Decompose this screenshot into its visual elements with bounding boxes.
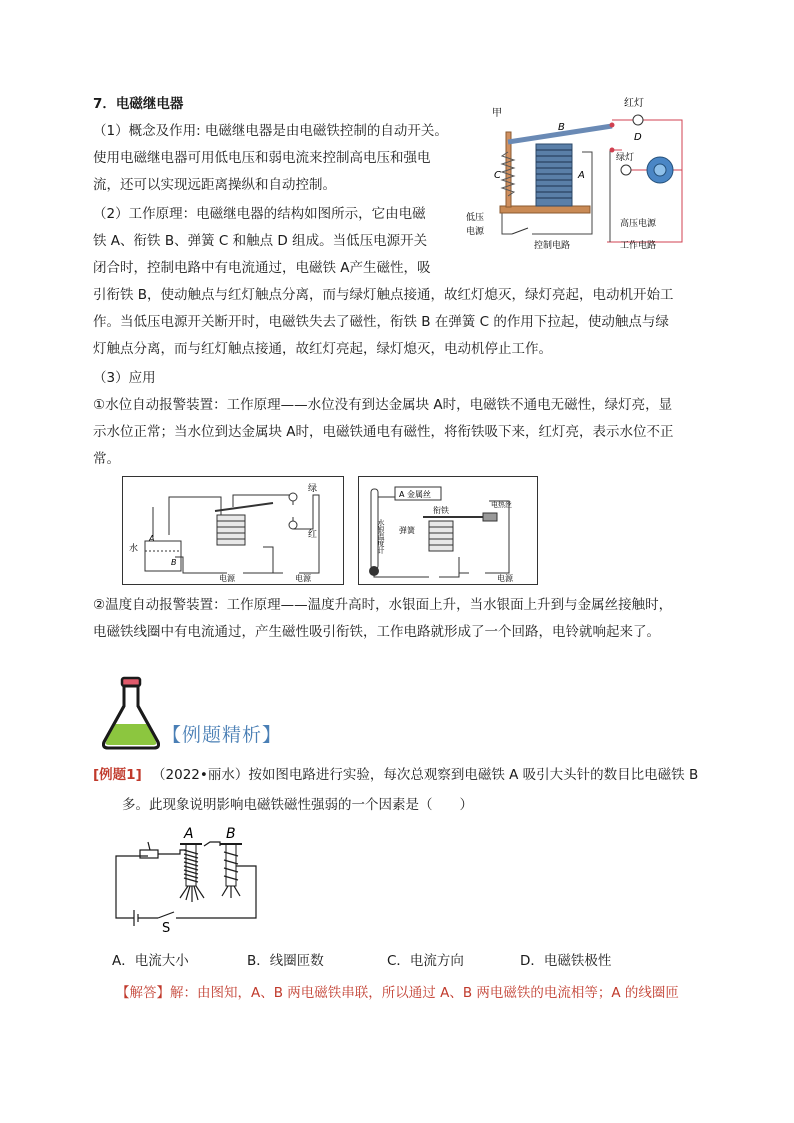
text-line: 使用电磁继电器可用低电压和弱电流来控制高电压和强电: [93, 150, 431, 166]
electromagnet-core: [536, 144, 572, 206]
text-line: 铁 A、衔铁 B、弹簧 C 和触点 D 组成。当低压电源开关: [93, 233, 428, 249]
label-high-source: 高压电源: [620, 219, 657, 229]
label-a: A: [578, 170, 585, 181]
label-switch-s: S: [162, 921, 171, 934]
text-line: 示水位正常；当水位到达金属块 A时，电磁铁通电有磁性，将衔铁吸下来，红灯亮，表示水位不正: [93, 424, 674, 440]
label-low-source-1: 低压: [466, 213, 485, 223]
example-line-2: 多。此现象说明影响电磁铁磁性强弱的一个因素是（ ）: [122, 797, 473, 813]
option-c[interactable]: C．电流方向: [387, 953, 464, 969]
relay-diagram: [462, 92, 694, 254]
label-b: B: [558, 122, 565, 133]
text-line: 引衔铁 B，使动触点与红灯触点分离，而与绿灯触点接通，故红灯熄灭，绿灯亮起，电动机开始工: [93, 287, 674, 303]
text-line: 常。: [93, 451, 120, 467]
label-low-source-2: 电源: [466, 227, 485, 237]
answer-text: 解：由图知，A、B 两电磁铁串联，所以通过 A、B 两电磁铁的电流相等；A 的线圈匝: [170, 985, 679, 1001]
green-lamp-icon: [621, 165, 631, 175]
label-green-lamp: 绿灯: [616, 153, 635, 163]
text-line: 闭合时，控制电路中有电流通过，电磁铁 A产生磁性，吸: [93, 260, 431, 276]
text-line: ①水位自动报警装置：工作原理——水位没有到达金属块 A时，电磁铁不通电无磁性，绿灯亮，显: [93, 397, 673, 413]
label-c: C: [494, 170, 501, 181]
text-line: ②温度自动报警装置：工作原理——温度升高时，水银面上升，当水银面上升到与金属丝接触时，: [93, 597, 673, 613]
example-line-1: [93, 762, 698, 789]
low-voltage-switch: [512, 228, 528, 234]
contact-d: [610, 123, 615, 128]
section-title: 7．电磁继电器: [93, 96, 184, 112]
label-metal-wire: A 金属丝: [399, 490, 432, 499]
label-nail-a: A: [184, 826, 194, 842]
answer-line: [116, 980, 679, 1007]
flask-icon: [100, 676, 162, 752]
label-source: 电源: [497, 574, 513, 583]
paragraph-concept: [93, 118, 448, 199]
label-work-circuit: 工作电路: [620, 241, 657, 251]
example-circuit-diagram: [108, 826, 268, 934]
label-d: D: [634, 132, 642, 143]
label-red-lamp: 红灯: [624, 98, 644, 109]
relay-base: [500, 206, 590, 213]
label-b: B: [171, 558, 177, 567]
example-question: （2022•丽水）按如图电路进行实验，每次总观察到电磁铁 A 吸引大头针的数目比电磁铁 B: [152, 767, 699, 783]
label-nail-b: B: [226, 826, 236, 842]
label-source-2: 电源: [295, 574, 311, 583]
example-label: [例题1]: [93, 767, 142, 783]
text-line: （1）概念及作用: 电磁继电器是由电磁铁控制的自动开关。: [93, 123, 448, 139]
paragraph-temp-alarm: [93, 592, 672, 646]
text-line: （2）工作原理：电磁继电器的结构如图所示，它由电磁: [93, 206, 426, 222]
label-jia: 甲: [492, 108, 502, 119]
option-b[interactable]: B．线圈匝数: [247, 953, 324, 969]
example-section-title: 【例题精析】: [162, 724, 283, 746]
label-thermometer: 水银温度计: [377, 519, 385, 554]
text-line: 流，还可以实现远距离操纵和自动控制。: [93, 177, 336, 193]
label-red: 红: [308, 530, 318, 540]
option-d[interactable]: D．电磁铁极性: [520, 953, 612, 969]
label-control-circuit: 控制电路: [534, 241, 571, 251]
text-line: 电磁铁线圈中有电流通过，产生磁性吸引衔铁，工作电路就形成了一个回路，电铃就响起来了。: [93, 624, 660, 640]
water-alarm-figure: [122, 476, 344, 585]
label-source-1: 电源: [219, 574, 235, 583]
option-a[interactable]: A．电流大小: [112, 953, 189, 969]
label-a: A: [149, 534, 155, 543]
application-heading: （3）应用: [93, 370, 156, 386]
label-armature: 衔铁: [433, 506, 449, 515]
label-water: 水: [129, 544, 139, 554]
red-lamp-icon: [633, 115, 643, 125]
answer-tag: 【解答】: [116, 985, 170, 1001]
paragraph-water-alarm: [93, 392, 674, 473]
text-line: 作。当低压电源开关断开时，电磁铁失去了磁性，衔铁 B 在弹簧 C 的作用下拉起，使动触点与绿: [93, 314, 669, 330]
electromagnet-b: [226, 844, 236, 886]
text-line: 灯触点分离，而与红灯触点接通，故红灯亮起，绿灯熄灭，电动机停止工作。: [93, 341, 552, 357]
label-heater: 电热丝: [491, 501, 512, 509]
label-spring: 弹簧: [399, 526, 415, 535]
label-green: 绿: [308, 484, 318, 494]
temperature-alarm-figure: [358, 476, 538, 585]
